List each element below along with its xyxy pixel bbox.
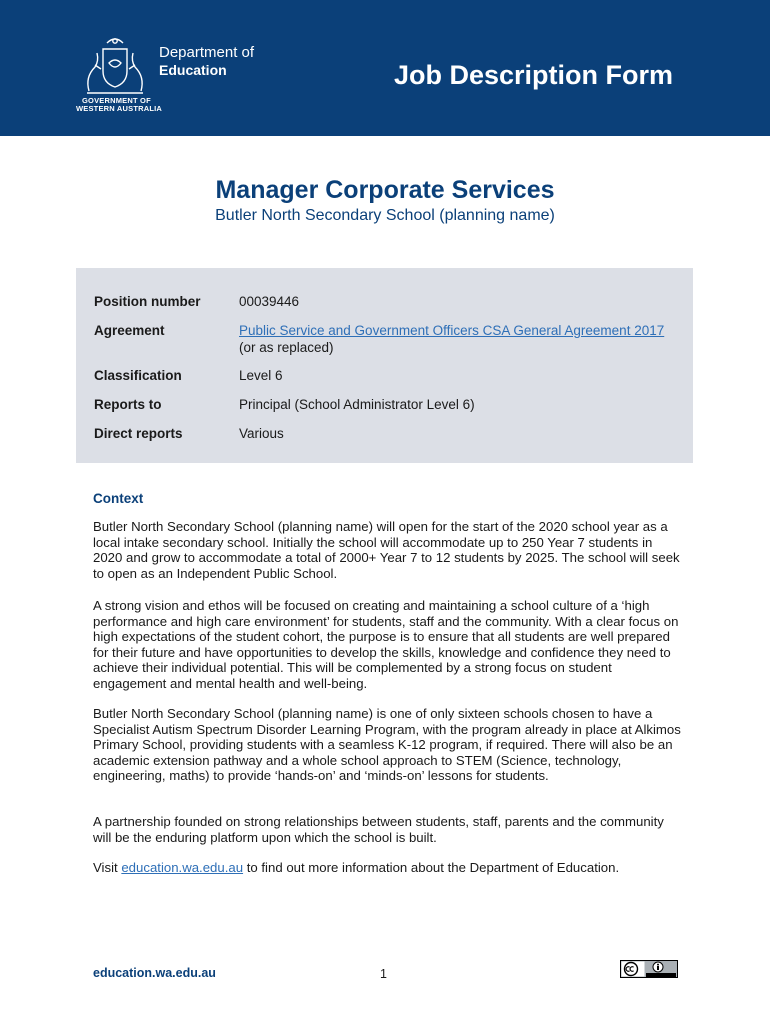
direct-reports-value: Various [239, 426, 284, 441]
agreement-suffix: (or as replaced) [239, 340, 334, 355]
context-paragraph-3: Butler North Secondary School (planning name) is one of only sixteen schools chosen to have a Specialist Autism Spectrum Disorder Learning Program, with the program already in place at Alkimos Primary School, providing students with a seamless K-12 program, if required. There will also be an academic extension pathway and a whole school approach to STEM (Science, technology, engineering, maths) to provide ‘hands-on’ and ‘minds-on’ lessons for students. [93, 706, 681, 784]
context-paragraph-2: A strong vision and ethos will be focused on creating and maintaining a school culture of a ‘high performance and high care environment’ for students, staff and the community. With a clear focus on high expectations of the student cohort, the purpose is to ensure that all students are well prepared for their future and have opportunities to develop the skills, knowledge and confidence they need to achieve their individual potential. This will be complemented by a strong focus on student engagement and mental health and well-being. [93, 598, 679, 691]
context-paragraph-5 [93, 860, 683, 876]
government-label-line2: WESTERN AUSTRALIA [76, 104, 163, 113]
job-title: Manager Corporate Services [215, 176, 555, 204]
page-header [0, 0, 770, 136]
government-crest-icon [77, 35, 153, 99]
visit-prefix: Visit [93, 860, 122, 875]
context-heading: Context [93, 491, 144, 506]
position-details-panel [76, 268, 693, 463]
creative-commons-by-icon [620, 960, 678, 978]
agreement-value [239, 322, 679, 356]
direct-reports-label: Direct reports [94, 426, 183, 441]
position-number-value: 00039446 [239, 294, 300, 309]
reports-to-label: Reports to [94, 397, 162, 412]
classification-value: Level 6 [239, 368, 283, 383]
department-name-line1: Department of [159, 44, 255, 61]
context-paragraph-4: A partnership founded on strong relationships between students, staff, parents and the community will be the enduring platform upon which the school is built. [93, 814, 664, 845]
job-subtitle: Butler North Secondary School (planning name) [215, 207, 555, 224]
department-name-line2: Education [159, 62, 227, 78]
page-number: 1 [380, 967, 387, 981]
government-label-line1: GOVERNMENT OF [82, 96, 151, 105]
context-paragraph-1: Butler North Secondary School (planning name) will open for the start of the 2020 school year as a local intake secondary school. Initially the school will accommodate up to 250 Year 7 students in 2020 and grow to accommodate a total of 2000+ Year 7 to 12 students by 2025. The school will seek to open as an Independent Public School. [93, 519, 680, 581]
agreement-label: Agreement [94, 323, 165, 338]
position-number-label: Position number [94, 294, 201, 309]
agreement-link[interactable]: Public Service and Government Officers CSA General Agreement 2017 [239, 323, 665, 338]
visit-suffix: to find out more information about the Department of Education. [243, 860, 620, 875]
education-website-link[interactable]: education.wa.edu.au [121, 860, 244, 875]
form-title: Job Description Form [394, 60, 674, 90]
classification-label: Classification [94, 368, 182, 383]
footer-url: education.wa.edu.au [93, 966, 216, 980]
reports-to-value: Principal (School Administrator Level 6) [239, 397, 475, 412]
